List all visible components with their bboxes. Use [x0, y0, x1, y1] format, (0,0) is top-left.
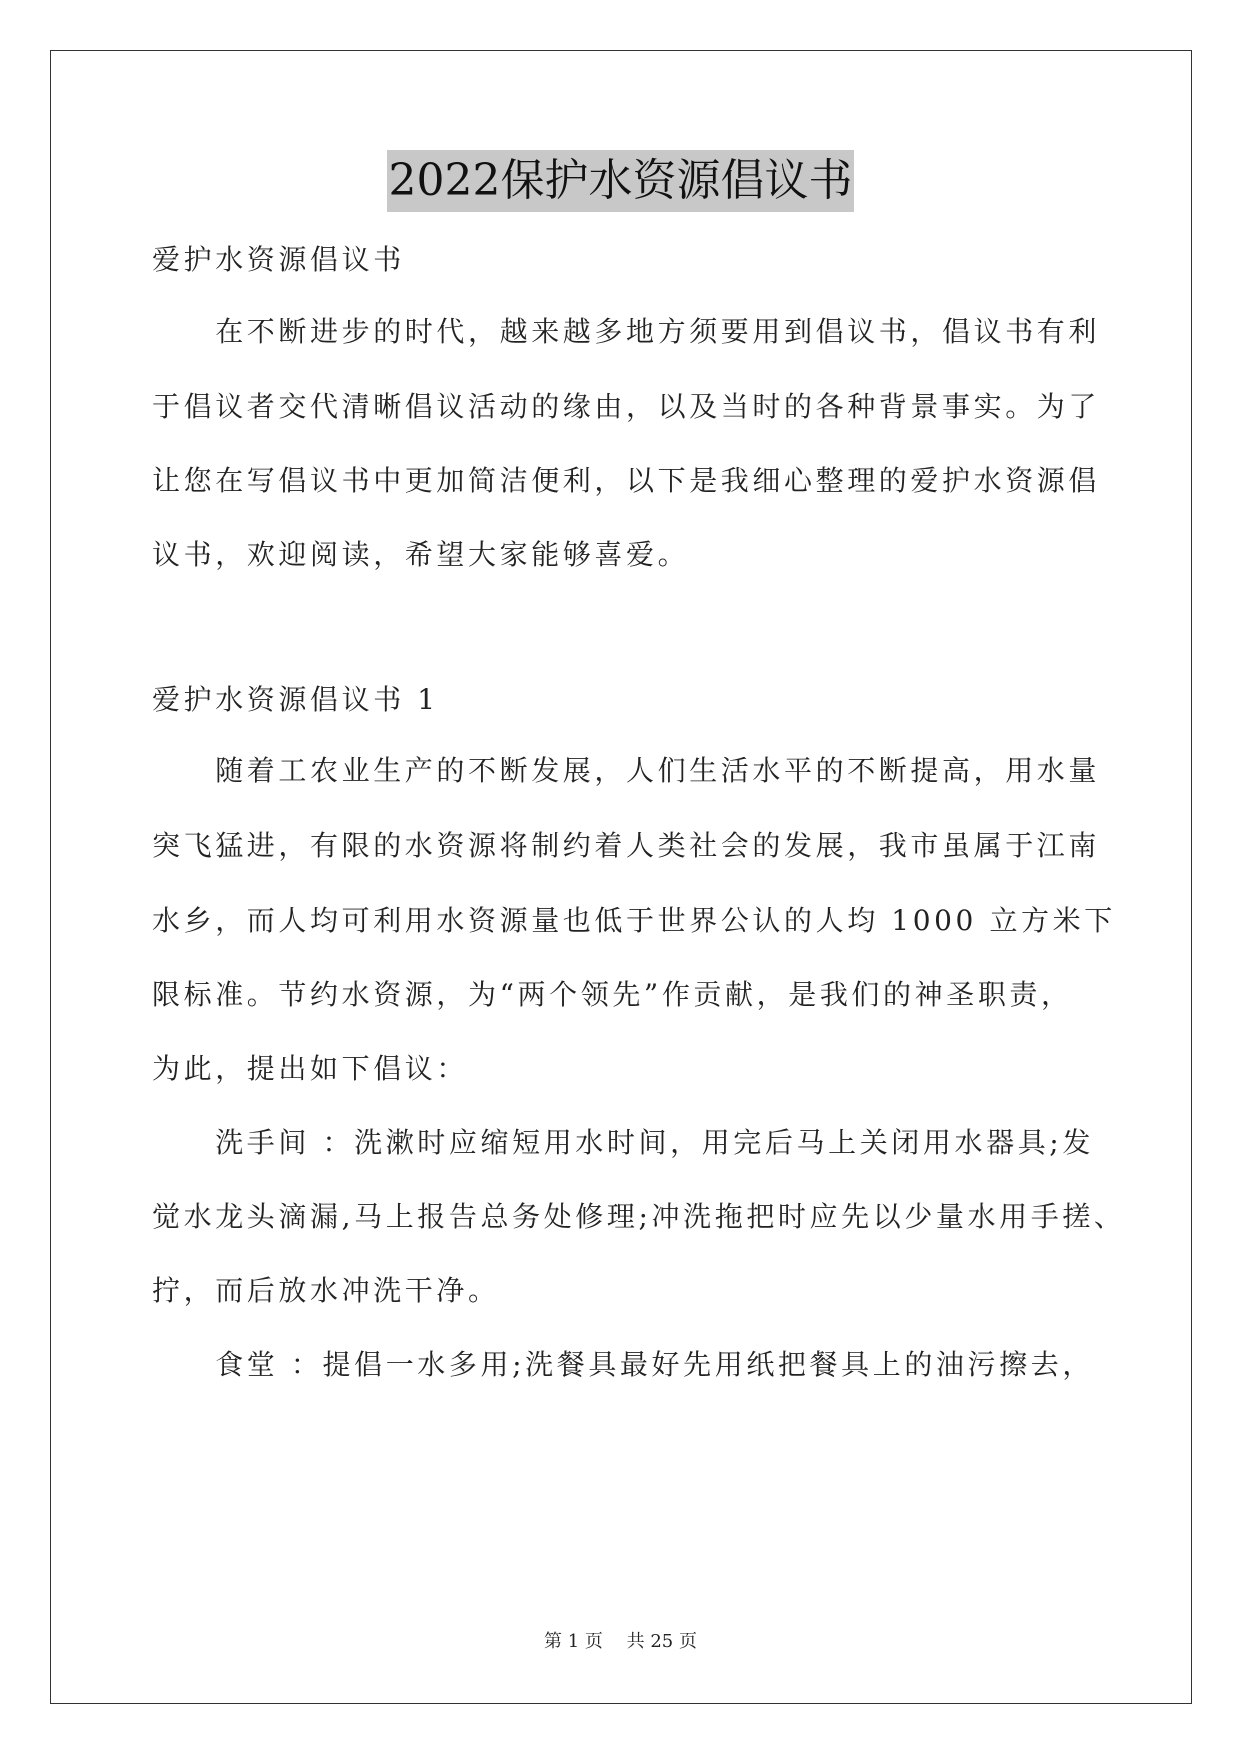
paragraph-line: 洗手间 ：洗漱时应缩短用水时间，用完后马上关闭用水器具;发: [152, 1126, 1094, 1159]
paragraph-line: 限标准。节约水资源，为“两个领先”作贡献，是我们的神圣职责，: [152, 978, 1073, 1011]
section-heading: 爱护水资源倡议书 1: [152, 683, 439, 716]
page-number-footer: 第 1 页 共 25 页: [544, 1631, 697, 1652]
paragraph-line: 拧，而后放水冲洗干净。: [152, 1274, 500, 1307]
paragraph-line: 食堂 ：提倡一水多用;洗餐具最好先用纸把餐具上的油污擦去，: [152, 1348, 1094, 1381]
paragraph-line: 随着工农业生产的不断发展，人们生活水平的不断提高，用水量: [152, 754, 1101, 787]
title-container: [0, 150, 1241, 212]
section-heading: 爱护水资源倡议书: [152, 243, 405, 276]
paragraph-line: 议书，欢迎阅读，希望大家能够喜爱。: [152, 538, 690, 571]
page-border: [50, 50, 1192, 1704]
paragraph-line: 为此，提出如下倡议：: [152, 1052, 469, 1085]
paragraph-line: 于倡议者交代清晰倡议活动的缘由，以及当时的各种背景事实。为了: [152, 390, 1101, 423]
paragraph-line: 突飞猛进，有限的水资源将制约着人类社会的发展，我市虽属于江南: [152, 829, 1101, 862]
paragraph-line: 在不断进步的时代，越来越多地方须要用到倡议书，倡议书有利: [152, 315, 1101, 348]
paragraph-line: 让您在写倡议书中更加简洁便利，以下是我细心整理的爱护水资源倡: [152, 464, 1101, 497]
paragraph-line: 觉水龙头滴漏,马上报告总务处修理;冲洗拖把时应先以少量水用手搓、: [152, 1200, 1126, 1233]
document-title: 2022保护水资源倡议书: [387, 150, 855, 212]
paragraph-line: 水乡，而人均可利用水资源量也低于世界公认的人均 1000 立方米下: [152, 904, 1116, 937]
